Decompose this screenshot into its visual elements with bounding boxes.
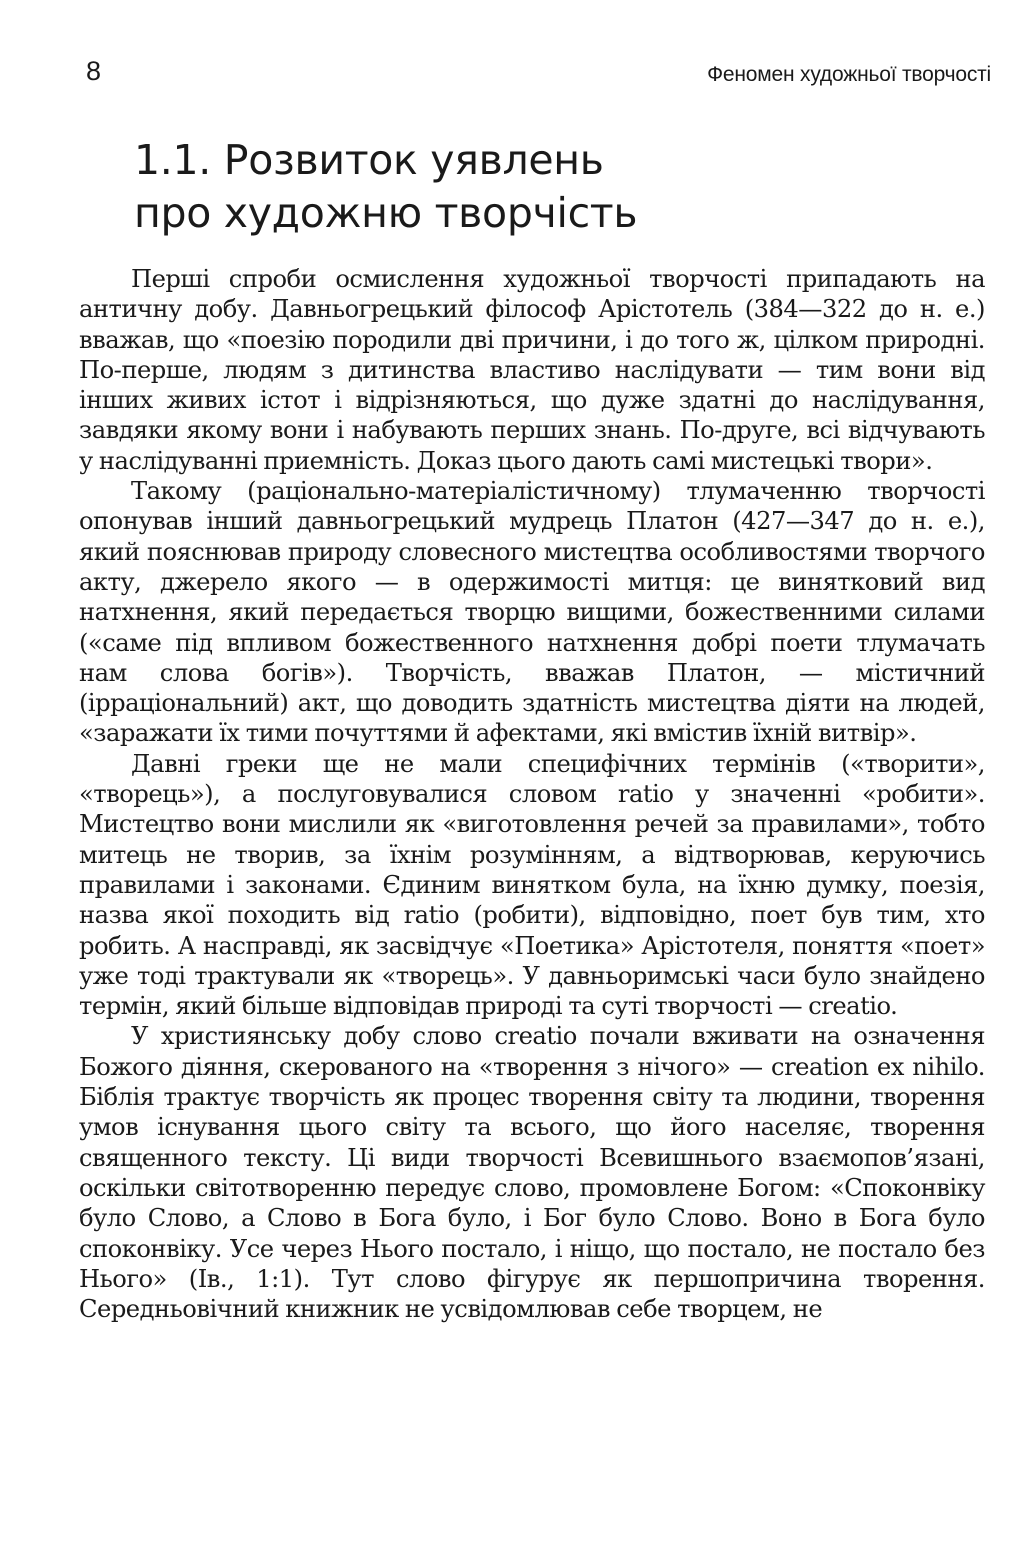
paragraph-ratio: Давні греки ще не мали специфічних термінів («творити», «творець»), а послуговувалися словом ratio у значенні «робити». Мистецтво вони мислили як «виготовлення речей за правилами», тобто митець не творив, за їхнім розумінням, а відтворював, керуючись правилами і законами. Єдиним винятком була, на їхню думку, поезія, назва якої походить від ratio (робити), відповідно, поет був тим, хто робить. А насправді, як засвідчує «Поетика» Арістотеля, поняття «поет» уже тоді трактували як «творець». У давньоримські часи було знайдено термін, який більше відповідав природі та суті творчості — creatio. xyxy=(79,749,985,1021)
body-text xyxy=(79,264,985,1324)
section-title xyxy=(134,134,854,240)
section-title-line-1: 1.1. Розвиток уявлень xyxy=(134,136,604,184)
paragraph-aristotle: Перші спроби осмислення художньої творчості припадають на античну добу. Давньогрецький філософ Арістотель (384—322 до н. е.) вважав, що «поезію породили дві причини, і до того ж, цілком природні. По-перше, людям з дитинства властиво наслідувати — тим вони від інших живих істот і відрізняються, що дуже здатні до наслідування, завдяки якому вони і набувають перших знань. По-друге, всі відчувають у наслідуванні приемність. Доказ цього дають самі мистецькі твори». xyxy=(79,265,985,475)
running-head: Феномен художньої творчості xyxy=(707,63,991,86)
paragraph-plato: Такому (раціонально-матеріалістичному) тлумаченню творчості опонував інший давньогрецький мудрець Платон (427—347 до н. е.), який пояснював природу словесного мистецтва особливостями творчого акту, джерело якого — в одержимості митця: це винятковий вид натхнення, який передається творцю вищими, божественними силами («саме під впливом божественного натхнення добрі поети тлумачать нам слова богів»). Творчість, вважав Платон, — містичний (ірраціональний) акт, що доводить здатність мистецтва діяти на людей, «заражати їх тими почуттями й афектами, які вмістив їхній витвір». xyxy=(79,477,985,748)
paragraph-creatio: У християнську добу слово creatio почали вживати на означення Божого діяння, скерованого на «творення з нічого» — creation ex nihilo. Біблія трактує творчість як процес творення світу та людини, творення умов існування цього світу та всього, що його населяє, творення священного тексту. Ці види творчості Всевишнього взаємопов’язані, оскільки світотворенню передує слово, промовлене Богом: «Споконвіку було Слово, а Слово в Бога було, і Бог було Слово. Воно в Бога було споконвіку. Усе через Нього постало, і ніщо, що постало, не постало без Нього» (Ів., 1:1). Тут слово фігурує як першопричина творення. Середньовічний книжник не усвідомлював себе творцем, не xyxy=(79,1022,985,1324)
section-title-line-2: про художню творчість xyxy=(134,189,638,237)
page-number: 8 xyxy=(86,56,102,86)
